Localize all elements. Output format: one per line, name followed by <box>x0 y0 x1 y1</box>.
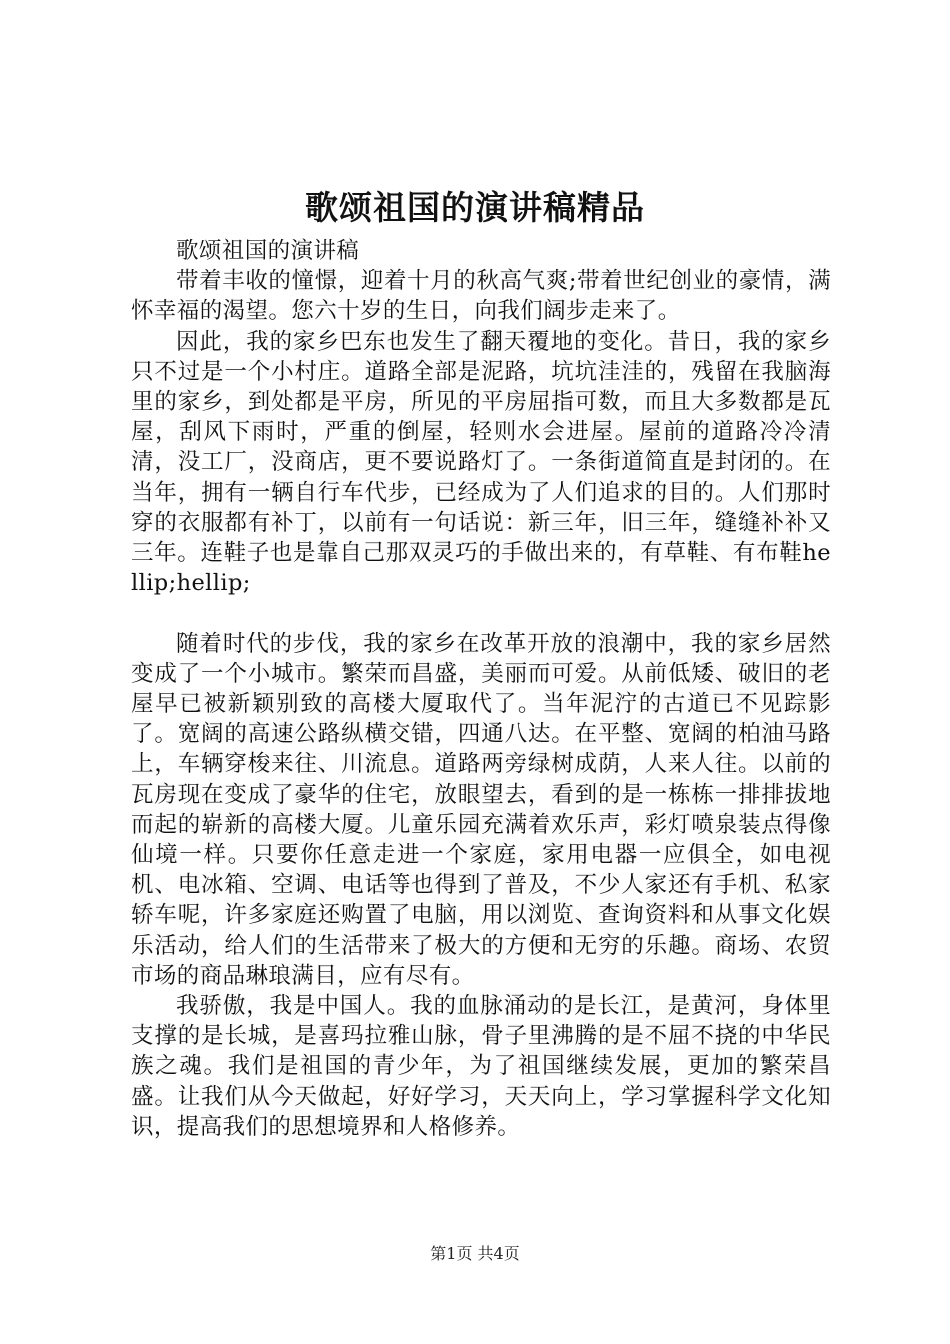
page-footer: 第1页 共4页 <box>430 1244 520 1263</box>
document-body <box>131 236 831 1142</box>
paragraph-4: 我骄傲，我是中国人。我的血脉涌动的是长江，是黄河，身体里支撑的是长城，是喜玛拉雅山脉，骨子里沸腾的是不屈不挠的中华民族之魂。我们是祖国的青少年，为了祖国继续发展，更加的繁荣昌盛。让我们从今天做起，好好学习，天天向上，学习掌握科学文化知识，提高我们的思想境界和人格修养。 <box>131 993 831 1140</box>
paragraph-1: 带着丰收的憧憬，迎着十月的秋高气爽;带着世纪创业的豪情，满怀幸福的渴望。您六十岁的生日，向我们阔步走来了。 <box>131 268 831 325</box>
paragraph-gap <box>131 598 831 628</box>
paragraph-subtitle: 歌颂祖国的演讲稿 <box>176 238 360 264</box>
paragraph-3: 随着时代的步伐，我的家乡在改革开放的浪潮中，我的家乡居然变成了一个小城市。繁荣而昌盛，美丽而可爱。从前低矮、破旧的老屋早已被新颖别致的高楼大厦取代了。当年泥泞的古道已不见踪影了。宽阔的高速公路纵横交错，四通八达。在平整、宽阔的柏油马路上，车辆穿梭来往、川流息。道路两旁绿树成荫，人来人往。以前的瓦房现在变成了豪华的住宅，放眼望去，看到的是一栋栋一排排拔地而起的崭新的高楼大厦。儿童乐园充满着欢乐声，彩灯喷泉装点得像仙境一样。只要你任意走进一个家庭，家用电器一应俱全，如电视机、电冰箱、空调、电话等也得到了普及，不少人家还有手机、私家轿车呢，许多家庭还购置了电脑，用以浏览、查询资料和从事文化娱乐活动，给人们的生活带来了极大的方便和无穷的乐趣。商场、农贸市场的商品琳琅满目，应有尽有。 <box>131 630 831 989</box>
paragraph-2: 因此，我的家乡巴东也发生了翻天覆地的变化。昔日，我的家乡只不过是一个小村庄。道路全部是泥路，坑坑洼洼的，残留在我脑海里的家乡，到处都是平房，所见的平房屈指可数，而且大多数都是瓦屋，刮风下雨时，严重的倒屋，轻则水会进屋。屋前的道路冷冷清清，没工厂，没商店，更不要说路灯了。一条街道简直是封闭的。在当年，拥有一辆自行车代步，已经成为了人们追求的目的。人们那时穿的衣服都有补丁，以前有一句话说：新三年，旧三年，缝缝补补又三年。连鞋子也是靠自己那双灵巧的手做出来的，有草鞋、有布鞋hellip;hellip; <box>131 328 831 597</box>
document-title: 歌颂祖国的演讲稿精品 <box>305 188 645 227</box>
